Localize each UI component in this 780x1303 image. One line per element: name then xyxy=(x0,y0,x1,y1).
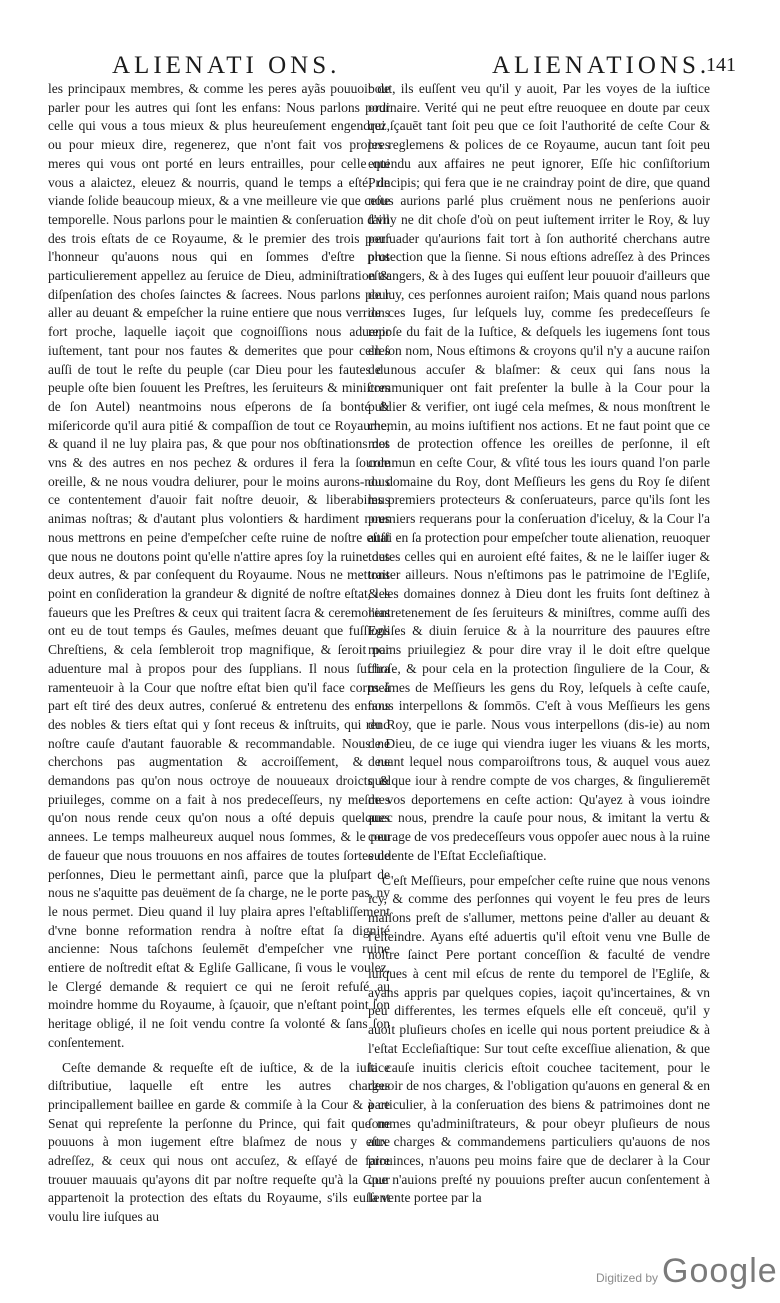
page-number: 141 xyxy=(706,54,736,76)
paragraph: les principaux membres, & comme les peres ayãs pouuoir de parler pour les autres qui ſont les enfans: Nous parlons pour celle qui vous a tous mieux & plus heureuſement engendrez, ou pour mieux dire, regenerez, que n'ont fait vos propres meres qui vous ont porté en leurs entrailles, pour celle qui vous a alaictez, eleuez & nourris, quand le temps a eſté, de viande ſolide beaucoup mieux, & a vne meilleure vie que ceſte temporelle. Nous parlons pour le maintien & conſeruation d'vn des trois eſtats de ce Royaume, & le premier des trois pour l'honneur qu'auons nous qui en ſommes d'eſtre plus particulierement appellez au ſeruice de Dieu, adminiſtration & diſpenſation des choſes ſainctes & ſacrees. Nous parlons pour aller au deuant & empeſcher la ruine entiere que nous verrions fort proche, laquelle iaçoit que cognoiſſions nous aduenir iuſtement, tant pour nos fautes & demerites que pour celles auſſi de tout le reſte du peuple (car Dieu pour les fautes du peuple oſte bien ſouuent les Preſtres, les ſeruiteurs & miniſtres de ſon Autel) neantmoins nous eſperons de ſa bonté & miſericorde qu'il aura pitié & compaſſion de tout ce Royaume, & quand il ne luy plaira pas, & que pour nos obſtinations des vns & des autres en nos pechez & ordures il fera la ſourde oreille, & ne nous voudra deliurer, pour le moins aurons-nous ce contentement d'auoir fait noſtre deuoir, & liberabimus animas noſtras; & d'autant plus volontiers & hardiment nous nous mettrons en peine d'empeſcher ceſte ruine de noſtre eſtat que nous ne doutons point qu'elle n'attire apres ſoy la ruine des deux autres, & par conſequent du Royaume. Nous ne mettons point en conſideration la grandeur & dignité de noſtre eſtat, les faueurs que les Preſtres & ceux qui traitent ſacra & ceremonias ont eu de tout temps és Gaules, meſmes deuant que fuſſions Chreſtiens, & cela ſembleroit trop magnifique, & ſeroit par aduenture mal à propos pour des ſupplians. Il nous ſuffira ramenteuoir à la Cour que noſtre eſtat bien qu'il face corps à part eſt tiré des deux autres, conſerué & entretenu des enfans des nobles & tiers eſtat qui y ſont receus & inſtruits, qui rend noſtre cauſe d'autant fauorable & recommandable. Nous ne cherchons pas augmentation & accroiſſement, & ne demandons pas qu'on nous octroye de nouueaux droicts & priuileges, comme on a fait à nos predeceſſeurs, ny meſmes qu'on nous rende ceux qu'on nous a oſté depuis quelques annees. Le temps malheureux auquel nous ſommes, & le peu de faueur que nous trouuons en nos affaires de toutes ſortes de perſonnes, Dieu le permettant ainſi, parce que la pluſpart de nous ne s'aquitte pas deuëment de ſa charge, ne le porte pas, ny le nous permet. Dieu quand il luy plaira apres l'eſtabliſſement d'vne bonne reformation rendra à noſtre eſtat ſa dignité ancienne: Nous taſchons ſeulemēt d'empeſcher vne ruine entiere de noſtredit eſtat & Egliſe Gallicane, ſi vous le voulez, le Clergé demande & requiert ce qui ne ſeroit refuſé au moindre homme du Royaume, à ſçauoir, que n'eſtant point ſon heritage obligé, il ne ſoit vendu contre ſa volonté & ſans ſon conſentement. xyxy=(48,81,390,1050)
running-head-right: ALIENATIONS. xyxy=(492,52,711,79)
running-head-left: ALIENATI ONS. xyxy=(112,52,341,79)
watermark-logo: Google xyxy=(662,1252,778,1290)
right-column xyxy=(368,80,710,1208)
paragraph: C'eſt Meſſieurs, pour empeſcher ceſte ruine que nous venons icy, & comme des perſonnes qui voyent le feu pres de leurs maiſons preſt de s'allumer, mettons peine d'aller au deuant & l'eſteindre. Ayans eſté aduertis qu'il eſtoit venu vne Bulle de noſtre ſainct Pere portant conceſſion & faculté de vendre iuſques à cent mil eſcus de rente du temporel de l'Egliſe, & ayans appris par quelques copies, iaçoit qu'incertaines, & vn peu differentes, les termes eſquels elle eſt conceuë, qu'il y auoit pluſieurs choſes en icelle qui nous portent preiudice & à l'eſtat Eccleſiaſtique: Sur tout ceſte exceſſiue alienation, & que la cauſe inuitis clericis eſtoit couchee tacitement, pour le deuoir de nos charges, & l'obligation qu'auons en general & en particulier, à la conſeruation des biens & patrimoines dont ne ſommes qu'adminiſtrateurs, & pour obeyr pluſieurs de nous aux charges & commandemens particuliers qu'auons de nos prouinces, n'auons peu moins faire que de declarer à la Cour que n'auions preſté ny pouuions preſter aucun conſentement à la vente portee par la xyxy=(368,872,710,1206)
watermark-prefix: Digitized by xyxy=(596,1271,659,1285)
left-column xyxy=(48,80,390,1227)
paragraph: Ceſte demande & requeſte eſt de iuſtice, & de la iuſtice diſtributiue, laquelle eſt entre les autres charges principallement baillee en garde & commiſe à la Cour & à ce Senat qui repreſente la perſonne du Prince, qui fait que ne pouuons à mon iugement eſtre blaſmez de nous y eſtre adreſſez, & ceux qui nous ont accuſez, & eſſayé de faire trouuer mauuais qu'ayons dit par noſtre requeſte qu'à la Cour appartenoit la protection des eſtats du Royaume, s'ils euſſent voulu lire iuſques au xyxy=(48,1059,390,1225)
paragraph: bout, ils euſſent veu qu'il y auoit, Par les voyes de la iuſtice ordinaire. Verité qui ne peut eſtre reuoquee en doute par ceux qui ſçauēt tant ſoit peu que ce ſoit l'authorité de ceſte Cour & les reglemens & polices de ce Royaume, aucun tant ſoit peu entendu aux affaires ne peut ignorer, Eſſe hic conſiſtorium Principis; qui fera que ie ne craindray point de dire, que quand nous aurions parlé plus cruëment nous ne penſerions auoir failly ne dit choſe d'où on peut iuſtement irriter le Roy, & luy perſuader qu'aurions fait tort à ſon authorité cherchans autre protection que la ſienne. Si nous eſtions adreſſez à des Princes eſtrangers, & à des Iuges qui euſſent leur pouuoir d'ailleurs que de luy, ces perſonnes auroient raiſon; Mais quand nous parlons de ces Iuges, ſur leſquels luy, comme ſes predeceſſeurs ſe repoſe du fait de la Iuſtice, & deſquels les iugemens ſont tous en ſon nom, Nous eſtimons & croyons qu'il n'y a aucune raiſon de nous accuſer & blaſmer: & ceux qui ſans nous la communiquer ont fait preſenter la bulle à la Cour pour la publier & verifier, ont iugé cela meſmes, & nous monſtrent le chemin, au moins iuſtifient nos actions. Et ne faut point que ce mot de protection offence les oreilles de perſonne, il eſt commun en ceſte Cour, & vſité tous les iours quand l'on parle du domaine du Roy, dont Meſſieurs les gens du Roy ſe diſent les premiers protecteurs & conſeruateurs, parce qu'ils ſont les premiers requerans pour la conſeruation d'iceluy, & la Cour l'a auſſi en ſa protection pour empeſcher toute alienation, reuoquer toutes celles qui en auroient eſté faites, & ne le laiſſer iuger & traiter ailleurs. Nous n'eſtimons pas le patrimoine de l'Egliſe, & les domaines donnez à Dieu dont les fruits ſont deſtinez à l'entretenement de ſes ſeruiteurs & miniſtres, comme auſſi des Egliſes & diuin ſeruice & à la nourriture des pauures eſtre moins priuilegiez & pour dire vray il le doit eſtre quelque choſe, & pour cela en la protection ſinguliere de la Cour, & meſmes de Meſſieurs les gens du Roy, leſquels à ceſte cauſe, nous interpellons & ſommōs. C'eſt à vous Meſſieurs les gens du Roy, que ie parle. Nous vous interpellons (dis-ie) au nom de Dieu, de ce iuge qui viendra iuger les viuans & les morts, deuant lequel nous comparoiſtrons tous, & auquel vous auez quelque iour à rendre compte de vos charges, & ſingulieremēt de vos deportemens en ceſte action: Qu'ayez à vous ioindre auec nous, prendre la cauſe pour nous, & imitant la vertu & courage de vos predeceſſeurs vous oppoſer auec nous à la ruine euidente de l'Eſtat Eccleſiaſtique. xyxy=(368,81,710,863)
digitization-watermark xyxy=(596,1252,778,1291)
